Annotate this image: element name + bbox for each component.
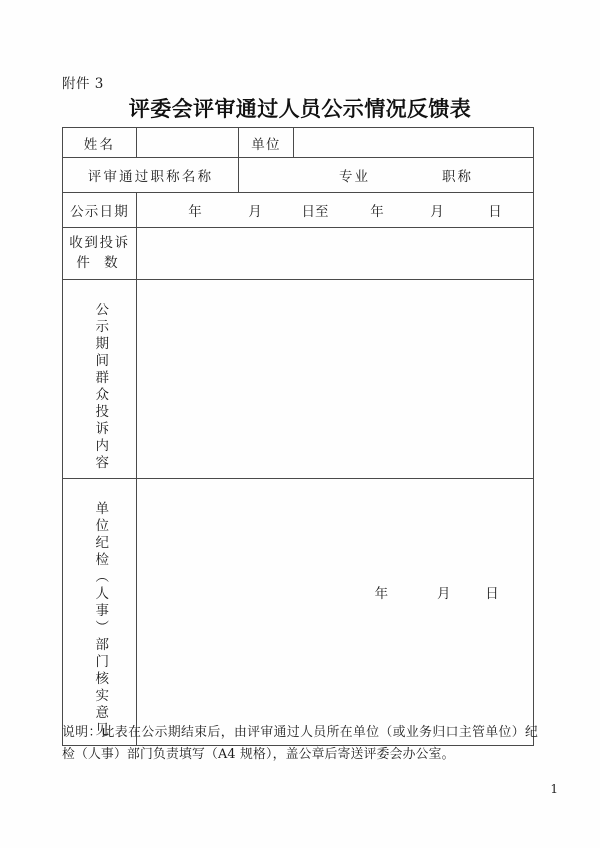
label-cell-verification-opinion bbox=[63, 479, 137, 746]
label-complaint-content: 公示期间群众投诉内容 bbox=[92, 302, 109, 472]
label-cell-publicity-date bbox=[63, 193, 137, 228]
hint-rank: 职称 bbox=[442, 169, 473, 185]
signature-day: 日 bbox=[485, 586, 499, 602]
label-approved-title: 评审通过职称名称 bbox=[87, 169, 214, 185]
label-unit: 单位 bbox=[251, 136, 281, 153]
major-rank-hints bbox=[239, 165, 533, 185]
signature-date-placeholder bbox=[352, 582, 507, 602]
page-number: 1 bbox=[550, 782, 558, 796]
label-complaint-count bbox=[63, 234, 136, 273]
label-complaint-count-line1: 收到投诉 bbox=[69, 234, 130, 251]
input-cell-unit[interactable] bbox=[294, 128, 534, 158]
input-cell-verification-opinion[interactable] bbox=[137, 479, 534, 746]
signature-year: 年 bbox=[374, 586, 389, 602]
input-cell-complaint-content[interactable] bbox=[137, 280, 534, 479]
date-month-start: 月 bbox=[248, 204, 262, 220]
date-year-end: 年 bbox=[370, 204, 384, 220]
date-day-start: 日至 bbox=[301, 204, 329, 220]
label-verification-opinion: 单位纪检（人事）部门核实意见 bbox=[92, 501, 109, 739]
vertical-label-wrapper-verification bbox=[63, 479, 136, 745]
date-year-start: 年 bbox=[188, 204, 202, 220]
label-publicity-date: 公示日期 bbox=[70, 204, 129, 220]
input-cell-complaint-count[interactable] bbox=[137, 228, 534, 280]
feedback-form-table bbox=[62, 127, 534, 746]
label-cell-complaint-count bbox=[63, 228, 137, 280]
label-cell-name bbox=[63, 128, 137, 158]
table-row-complaint-content bbox=[63, 280, 534, 479]
table-row-verification-opinion bbox=[63, 479, 534, 746]
date-month-end: 月 bbox=[430, 204, 444, 220]
label-cell-complaint-content bbox=[63, 280, 137, 479]
date-day-end: 日 bbox=[488, 204, 502, 220]
page-title: 评委会评审通过人员公示情况反馈表 bbox=[128, 96, 472, 121]
signature-month: 月 bbox=[436, 586, 451, 602]
table-row-complaint-count bbox=[63, 228, 534, 280]
label-cell-unit bbox=[239, 128, 294, 158]
label-cell-approved-title bbox=[63, 158, 239, 193]
date-range-placeholder bbox=[137, 200, 533, 220]
input-cell-approved-title[interactable] bbox=[239, 158, 534, 193]
table-row-publicity-date bbox=[63, 193, 534, 228]
label-name: 姓名 bbox=[83, 136, 116, 153]
attachment-label: 附件 3 bbox=[62, 76, 104, 92]
vertical-label-wrapper-complaint-content bbox=[63, 280, 136, 478]
hint-major: 专业 bbox=[339, 169, 370, 185]
label-complaint-count-line2: 件 数 bbox=[76, 254, 123, 271]
input-cell-name[interactable] bbox=[137, 128, 239, 158]
input-cell-publicity-date[interactable] bbox=[137, 193, 534, 228]
table-row-approved-title bbox=[63, 158, 534, 193]
table-row-name bbox=[63, 128, 534, 158]
footnote-instructions: 说明：此表在公示期结束后，由评审通过人员所在单位（或业务归口主管单位）纪检（人事）部门负责填写（A4 规格），盖公章后寄送评委会办公室。 bbox=[62, 725, 538, 763]
